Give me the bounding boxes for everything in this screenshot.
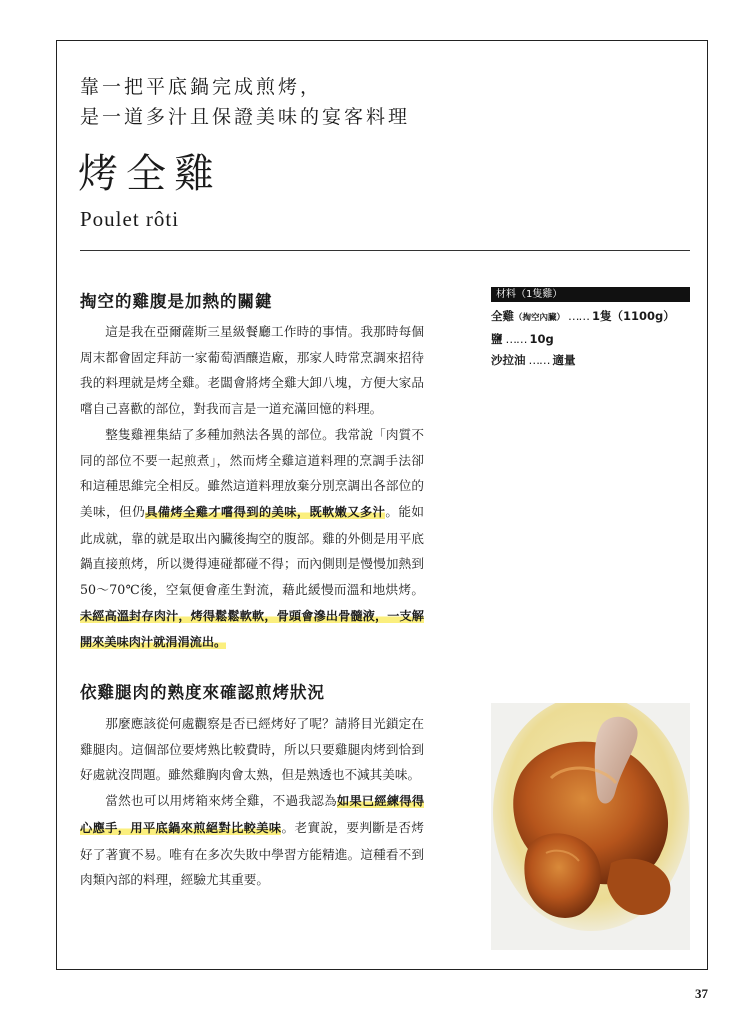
ingredients-header: 材料（1隻雞） xyxy=(491,287,690,302)
subtitle xyxy=(80,72,640,132)
section-1-heading: 掏空的雞腹是加熱的關鍵 xyxy=(80,292,273,311)
paragraph-text: 。能如此成就，靠的就是取出內臟後掏空的腹部。雞的外側是用平底鍋直接煎烤，所以燙得連碰都碰不得；而內側則是慢慢加熱到50～70℃後，空氣便會產生對流，藉此緩慢而溫和地烘烤。 xyxy=(80,503,425,598)
paragraph-text: 。老實說，要判斷是否烤好了著實不易。唯有在多次失敗中學習方能精進。這種看不到肉類內部的料理，經驗尤其重要。 xyxy=(80,819,425,888)
section-1-paragraph-2 xyxy=(80,422,424,656)
ingredients-box xyxy=(491,287,690,371)
ingredient-leader: …… xyxy=(568,309,590,323)
paragraph-text: 當然也可以用烤箱來烤全雞，不過我認為 xyxy=(105,793,337,809)
roast-chicken-photo xyxy=(491,703,690,950)
ingredient-leader: …… xyxy=(528,353,550,367)
highlighted-text: 如果已經練得得心應手，用平底鍋來煎絕對比較美味 xyxy=(80,794,425,835)
ingredient-item xyxy=(491,306,690,329)
section-2-body xyxy=(80,711,424,893)
ingredient-leader: …… xyxy=(505,332,527,346)
recipe-title-french: Poulet rôti xyxy=(80,207,180,231)
subtitle-line-1: 靠一把平底鍋完成煎烤， xyxy=(80,76,323,98)
highlighted-text: 未經高溫封存肉汁，烤得鬆鬆軟軟，骨頭會滲出骨髓液，一支解開來美味肉汁就涓涓流出。 xyxy=(80,608,424,650)
page-number: 37 xyxy=(695,986,708,1001)
ingredient-name: 全雞 xyxy=(491,309,514,323)
subtitle-line-2: 是一道多汁且保證美味的宴客料理 xyxy=(80,106,411,128)
section-2-paragraph-2 xyxy=(80,788,424,893)
section-1-paragraph-1: 這是我在亞爾薩斯三星級餐廳工作時的事情。我那時每個周末都會固定拜訪一家葡萄酒釀造廠，那家人時常烹調來招待我的料理就是烤全雞。老闆會將烤全雞大卸八塊，方便大家品嚐自己喜歡的部位，對我而言是一道充滿回憶的料理。 xyxy=(80,324,424,417)
ingredients-list xyxy=(491,306,690,371)
ingredient-item xyxy=(491,350,690,371)
ingredient-name: 沙拉油 xyxy=(491,353,526,367)
ingredient-name: 鹽 xyxy=(491,332,503,346)
recipe-title: 烤全雞 xyxy=(78,151,222,197)
paragraph-text: 整隻雞裡集結了多種加熱法各異的部位。我常說「肉質不同的部位不要一起煎煮」，然而烤全雞這道料理的烹調手法卻和這種思維完全相反。雖然這道料理放棄分別烹調出各部位的美味，但仍 xyxy=(80,426,424,519)
highlighted-text: 具備烤全雞才嚐得到的美味，既軟嫩又多汁 xyxy=(145,504,386,519)
ingredient-item xyxy=(491,329,690,350)
ingredient-quantity: 10g xyxy=(529,332,554,346)
ingredient-note: （掏空內臟） xyxy=(514,313,566,323)
roast-chicken-illustration xyxy=(491,703,690,950)
section-2-paragraph-1: 那麼應該從何處觀察是否已經烤好了呢？請將目光鎖定在雞腿肉。這個部位要烤熟比較費時，所以只要雞腿肉烤到恰到好處就沒問題。雖然雞胸肉會太熟，但是熟透也不減其美味。 xyxy=(80,716,424,783)
section-2-heading: 依雞腿肉的熟度來確認煎烤狀況 xyxy=(80,683,325,702)
section-1-body xyxy=(80,319,424,656)
ingredient-quantity: 適量 xyxy=(552,353,576,367)
ingredient-quantity: 1隻（1100g） xyxy=(592,309,675,323)
title-divider xyxy=(80,250,690,251)
